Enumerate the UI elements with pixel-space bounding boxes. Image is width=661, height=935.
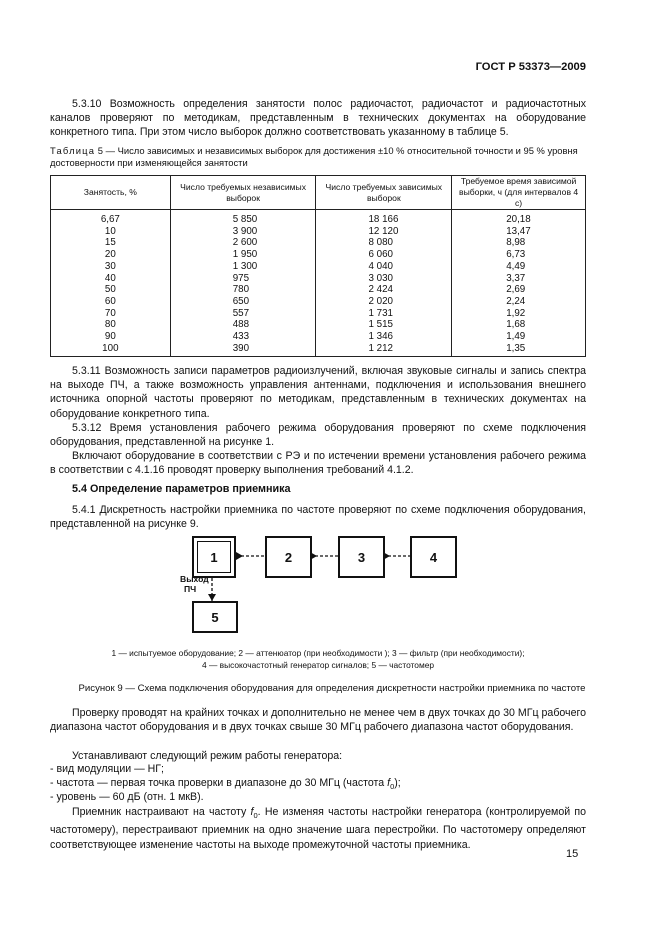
table-cell: 1 212 (316, 343, 452, 357)
table-cell: 4,49 (452, 261, 586, 273)
figure9-box-4: 4 (410, 536, 457, 578)
table-cell: 50 (51, 284, 171, 296)
table-cell: 1,35 (452, 343, 586, 357)
tune-symbol: f (250, 806, 254, 818)
tune-rest: . Не изменяя частоты настройки генератора (контролируемой по частотомеру), перестраивают приемник на одно значение шага перестройки. По частотомеру определяют соответствующее изменение частоты на выходе промежуточной частоты приемника. (50, 806, 586, 851)
table-cell: 488 (170, 319, 316, 331)
table-cell: 1 515 (316, 319, 452, 331)
table-cell: 1 731 (316, 308, 452, 320)
table-cell: 390 (170, 343, 316, 357)
table-cell: 20,18 (452, 210, 586, 226)
table-cell: 650 (170, 296, 316, 308)
table-cell: 20 (51, 249, 171, 261)
gen-frequency-sub: 0 (390, 782, 395, 792)
table-cell: 1 346 (316, 331, 452, 343)
table-cell: 90 (51, 331, 171, 343)
table-cell: 1,49 (452, 331, 586, 343)
gen-frequency-symbol: f (387, 777, 391, 789)
table-cell: 80 (51, 319, 171, 331)
table-cell: 60 (51, 296, 171, 308)
document-id: ГОСТ Р 53373—2009 (475, 61, 586, 73)
table-cell: 2,24 (452, 296, 586, 308)
tune-start: Приемник настраивают на частоту (72, 806, 251, 818)
table-cell: 5 850 (170, 210, 316, 226)
table-cell: 4 040 (316, 261, 452, 273)
arrow-to-5 (208, 594, 216, 601)
figure9-legend-line1: 1 — испытуемое оборудование; 2 — аттенюатор (при необходимости ); 3 — фильтр (при необходимости); (111, 648, 525, 658)
paragraph-tune (50, 805, 586, 852)
table-cell: 1,68 (452, 319, 586, 331)
figure9-box-1: 1 (192, 536, 236, 578)
table5-header-independent: Число требуемых независимых выборок (170, 176, 316, 210)
gen-frequency-text: - частота — первая точка проверки в диапазоне до 30 МГц (частота (50, 777, 388, 789)
paragraph-5-3-10: 5.3.10 Возможность определения занятости полос радиочастот, радиочастот и радиочастотных каналов проверяют по методикам, представленным в технических документах на оборудование конкретного типа. При этом число выборок должно соответствовать указанному в таблице 5. (50, 98, 586, 139)
table-cell: 433 (170, 331, 316, 343)
gen-mode-frequency (50, 777, 401, 791)
table5-caption-label: Таблица (50, 145, 96, 156)
table-cell: 2,69 (452, 284, 586, 296)
table-cell: 2 020 (316, 296, 452, 308)
paragraph-5-3-11: 5.3.11 Возможность записи параметров радиоизлучений, включая звуковые сигналы и запись спектра на выходе ПЧ, а также возможность управления антеннами, подключения и использования внешнего источника опорной частоты проверяют по методикам, представленным в технических документах на оборудование конкретного типа. (50, 365, 586, 420)
table5-header-time: Требуемое время зависимой выборки, ч (для интервалов 4 с) (452, 176, 586, 210)
arrow-to-1 (236, 552, 243, 560)
table-cell: 100 (51, 343, 171, 357)
table-cell: 70 (51, 308, 171, 320)
gen-frequency-end: ); (394, 777, 401, 789)
table-cell: 1 300 (170, 261, 316, 273)
figure9-box-2: 2 (265, 536, 312, 578)
figure9-box-3: 3 (338, 536, 385, 578)
table5-header-dependent: Число требуемых зависимых выборок (316, 176, 452, 210)
output-label-line1: Выход (180, 574, 209, 584)
table-cell: 3,37 (452, 273, 586, 285)
figure9-legend-line2: 4 — высокочастотный генератор сигналов; 5 — частотомер (201, 660, 435, 670)
paragraph-check-points: Проверку проводят на крайних точках и дополнительно не менее чем в двух точках до 30 МГц рабочего диапазона частот оборудования и в двух точках свыше 30 МГц рабочего диапазона частот оборудования. (50, 707, 586, 734)
tune-sub: 0 (253, 811, 258, 821)
paragraph-5-3-12: 5.3.12 Время установления рабочего режима оборудования проверяют по схеме подключения оборудования, представленной на рисунке 1. (50, 422, 586, 449)
figure9-box-5: 5 (192, 601, 238, 633)
page-number: 15 (566, 848, 579, 860)
table-cell: 2 424 (316, 284, 452, 296)
figure9-caption: Рисунок 9 — Схема подключения оборудования для определения дискретности настройки приемника по частоте (78, 683, 586, 694)
table-cell: 6 060 (316, 249, 452, 261)
gen-mode-level: - уровень — 60 дБ (отн. 1 мкВ). (50, 791, 204, 803)
table-cell: 15 (51, 237, 171, 249)
section-heading-5-4: 5.4 Определение параметров приемника (72, 483, 291, 495)
table-cell: 18 166 (316, 210, 452, 226)
gen-mode-modulation: - вид модуляции — НГ; (50, 763, 164, 775)
table-cell: 780 (170, 284, 316, 296)
table5-header-occupancy: Занятость, % (51, 176, 171, 210)
table-cell: 975 (170, 273, 316, 285)
table-cell: 6,67 (51, 210, 171, 226)
table-cell: 1,92 (452, 308, 586, 320)
table-cell: 3 030 (316, 273, 452, 285)
figure9-output-label (180, 574, 209, 594)
table-cell: 557 (170, 308, 316, 320)
table-cell: 8 080 (316, 237, 452, 249)
paragraph-include: Включают оборудование в соответствии с РЭ и по истечении времени установления рабочего режима в соответствии с 4.1.16 проводят проверку выполнения требований 4.1.2. (50, 450, 586, 477)
table-cell: 3 900 (170, 226, 316, 238)
table-cell: 12 120 (316, 226, 452, 238)
table-cell: 1 950 (170, 249, 316, 261)
table-cell: 2 600 (170, 237, 316, 249)
table-cell: 13,47 (452, 226, 586, 238)
table-cell: 40 (51, 273, 171, 285)
table-cell: 10 (51, 226, 171, 238)
paragraph-5-4-1: 5.4.1 Дискретность настройки приемника по частоте проверяют по схеме подключения оборудования, представленной на рисунке 9. (50, 504, 586, 531)
table-cell: 6,73 (452, 249, 586, 261)
table5-caption-text: 5 — Число зависимых и независимых выборок для достижения ±10 % относительной точности и 95 % уровня достоверности при изменяющейся занятости (50, 145, 578, 168)
table-cell: 8,98 (452, 237, 586, 249)
paragraph-gen-mode: Устанавливают следующий режим работы генератора: (72, 750, 343, 762)
table-cell: 30 (51, 261, 171, 273)
output-label-line2: ПЧ (184, 584, 197, 594)
